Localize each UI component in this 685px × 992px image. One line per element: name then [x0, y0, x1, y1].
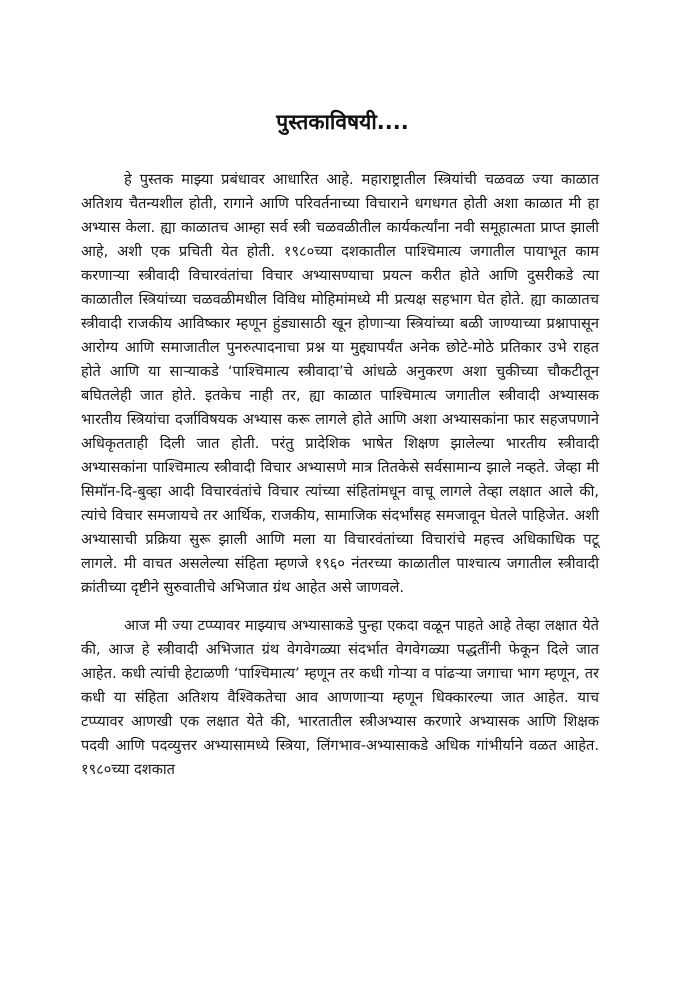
paragraph-1: हे पुस्तक माझ्या प्रबंधावर आधारित आहे. महाराष्ट्रातील स्त्रियांची चळवळ ज्या काळात अतिशय चैतन्यशील होती, रागाने आणि परिवर्तनाच्या विचाराने धगधगत होती अशा काळात मी हा अभ्यास केला. ह्या काळातच आम्हा सर्व स्त्री चळवळीतील कार्यकर्त्यांना नवी समूहात्मता प्राप्त झाली आहे, अशी एक प्रचिती येत होती. १९८०च्या दशकातील पाश्चिमात्य जगातील पायाभूत काम करणाऱ्या स्त्रीवादी विचारवंतांचा विचार अभ्यासण्याचा प्रयत्न करीत होते आणि दुसरीकडे त्या काळातील स्त्रियांच्या चळवळीमधील विविध मोहिमांमध्ये मी प्रत्यक्ष सहभाग घेत होते. ह्या काळातच स्त्रीवादी राजकीय आविष्कार म्हणून हुंड्यासाठी खून होणाऱ्या स्त्रियांच्या बळी जाण्याच्या प्रश्नापासून आरोग्य आणि समाजातील पुनरुत्पादनाचा प्रश्न या मुद्द्यापर्यंत अनेक छोटे-मोठे प्रतिकार उभे राहत होते आणि या साऱ्याकडे ‘पाश्चिमात्य स्त्रीवादा’चे आंधळे अनुकरण अशा चुकीच्या चौकटीतून बघितलेही जात होते. इतकेच नाही तर, ह्या काळात पाश्चिमात्य जगातील स्त्रीवादी अभ्यासक भारतीय स्त्रियांचा दर्जाविषयक अभ्यास करू लागले होते आणि अशा अभ्यासकांना फार सहजपणाने अधिकृतताही दिली जात होती. परंतु प्रादेशिक भाषेत शिक्षण झालेल्या भारतीय स्त्रीवादी अभ्यासकांना पाश्चिमात्य स्त्रीवादी विचार अभ्यासणे मात्र तितकेसे सर्वसामान्य झाले नव्हते. जेव्हा मी सिमॉन-दि-बुव्हा आदी विचारवंतांचे विचार त्यांच्या संहितांमधून वाचू लागले तेव्हा लक्षात आले की, त्यांचे विचार समजायचे तर आर्थिक, राजकीय, सामाजिक संदर्भांसह समजावून घेतले पाहिजेत. अशी अभ्यासाची प्रक्रिया सुरू झाली आणि मला या विचारवंतांच्या विचारांचे महत्त्व अधिकाधिक पटू लागले. मी वाचत असलेल्या संहिता म्हणजे १९६० नंतरच्या काळातील पाश्चात्य जगातील स्त्रीवादी क्रांतीच्या दृष्टीने सुरुवातीचे अभिजात ग्रंथ आहेत असे जाणवले.	[81, 171, 599, 596]
page-title: पुस्तकाविषयी....	[276, 110, 409, 135]
paragraph-2: आज मी ज्या टप्प्यावर माझ्याच अभ्यासाकडे पुन्हा एकदा वळून पाहते आहे तेव्हा लक्षात येते की, आज हे स्त्रीवादी अभिजात ग्रंथ वेगवेगळ्या संदर्भात वेगवेगळ्या पद्धतींनी फेकून दिले जात आहेत. कधी त्यांची हेटाळणी ‘पाश्चिमात्य’ म्हणून तर कधी गोऱ्या व पांढऱ्या जगाचा भाग म्हणून, तर कधी या संहिता अतिशय वैश्विकतेचा आव आणणाऱ्या म्हणून धिक्कारल्या जात आहेत. याच टप्प्यावर आणखी एक लक्षात येते की, भारतातील स्त्रीअभ्यास करणारे अभ्यासक आणि शिक्षक पदवी आणि पदव्युत्तर अभ्यासामध्ये स्त्रिया, लिंगभाव-अभ्यासाकडे अधिक गांभीर्याने वळत आहेत. १९८०च्या दशकात	[81, 617, 599, 778]
body-text	[81, 168, 599, 782]
